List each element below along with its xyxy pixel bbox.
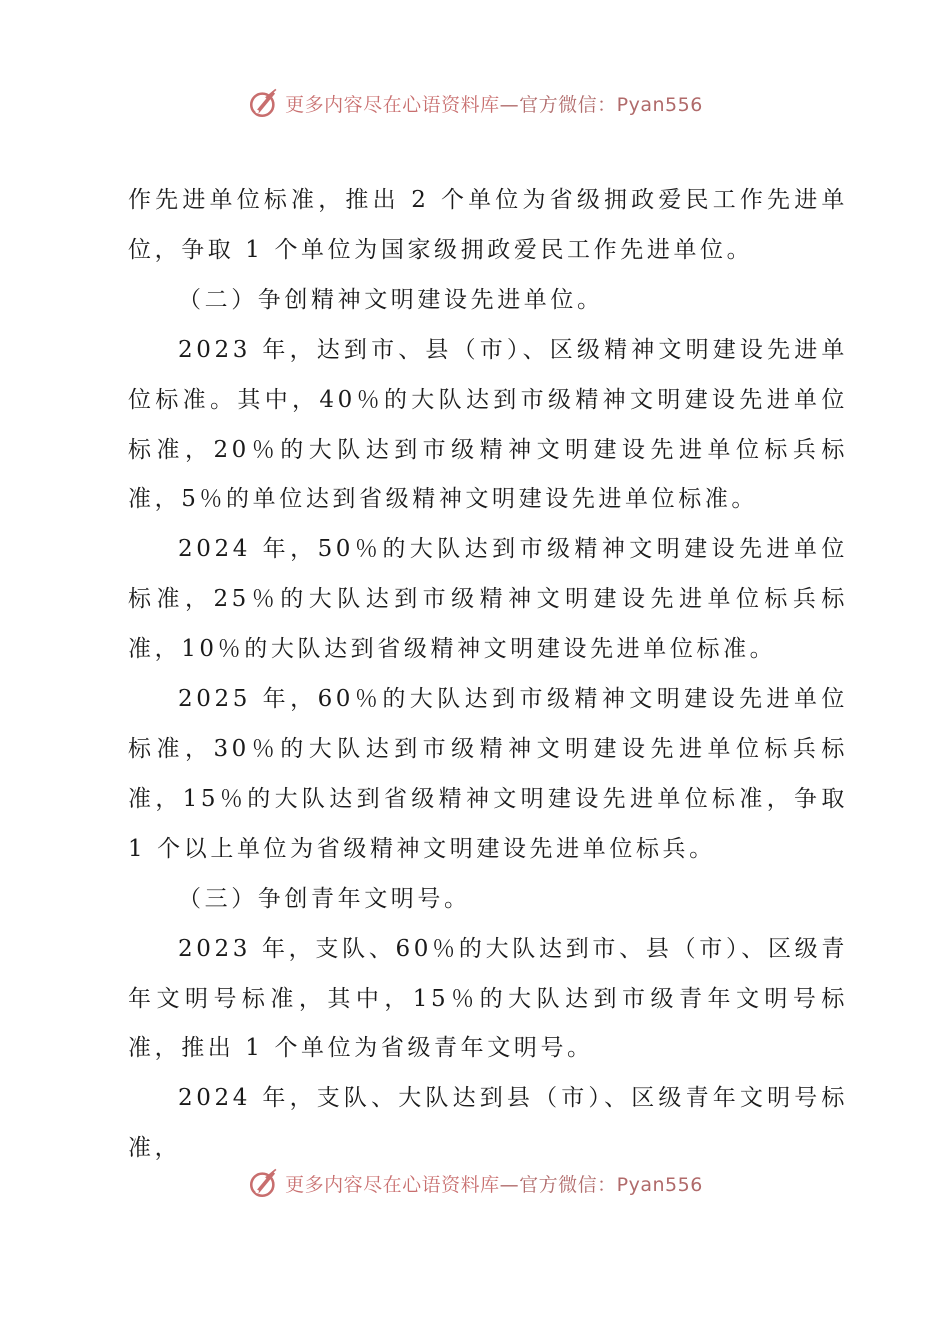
header-banner: [0, 83, 950, 123]
paragraph-2025-spiritual: 2025 年，60％的大队达到市级精神文明建设先进单位标准，30％的大队达到市级精神文明建设先进单位标兵标准，15％的大队达到省级精神文明建设先进单位标准，争取 1 个以上单位为省级精神文明建设先进单位标兵。: [128, 686, 859, 862]
quill-pen-logo-icon: [247, 1166, 281, 1200]
paragraph-continued: 作先进单位标准，推出 2 个单位为省级拥政爱民工作先进单位，争取 1 个单位为国家级拥政爱民工作先进单位。: [128, 187, 848, 263]
paragraph-2023-youth: 2023 年，支队、60％的大队达到市、县（市）、区级青年文明号标准，其中，15％的大队达到市级青年文明号标准，推出 1 个单位为省级青年文明号。: [128, 935, 848, 1062]
banner-title: 更多内容尽在心语资料库: [285, 1173, 500, 1196]
paragraph-2024-spiritual: 2024 年，50％的大队达到市级精神文明建设先进单位标准，25％的大队达到市级精神文明建设先进单位标兵标准，10％的大队达到省级精神文明建设先进单位标准。: [128, 536, 848, 663]
paragraph-2023-spiritual: 2023 年，达到市、县（市）、区级精神文明建设先进单位标准。其中，40％的大队达到市级精神文明建设先进单位标准，20％的大队达到市级精神文明建设先进单位标兵标准，5％的单位达到省级精神文明建设先进单位标准。: [128, 336, 848, 513]
banner-wechat: —官方微信：Pyan556: [499, 1173, 703, 1196]
footer-banner: [0, 1163, 950, 1203]
section-heading-3: （三）争创青年文明号。: [178, 885, 471, 912]
section-heading-2: （二）争创精神文明建设先进单位。: [178, 286, 604, 313]
document-body: [128, 176, 859, 1174]
banner-wechat: —官方微信：Pyan556: [499, 93, 703, 116]
quill-pen-logo-icon: [247, 86, 281, 120]
banner-title: 更多内容尽在心语资料库: [285, 93, 500, 116]
paragraph-2024-youth: 2024 年，支队、大队达到县（市）、区级青年文明号标准，: [128, 1085, 848, 1162]
